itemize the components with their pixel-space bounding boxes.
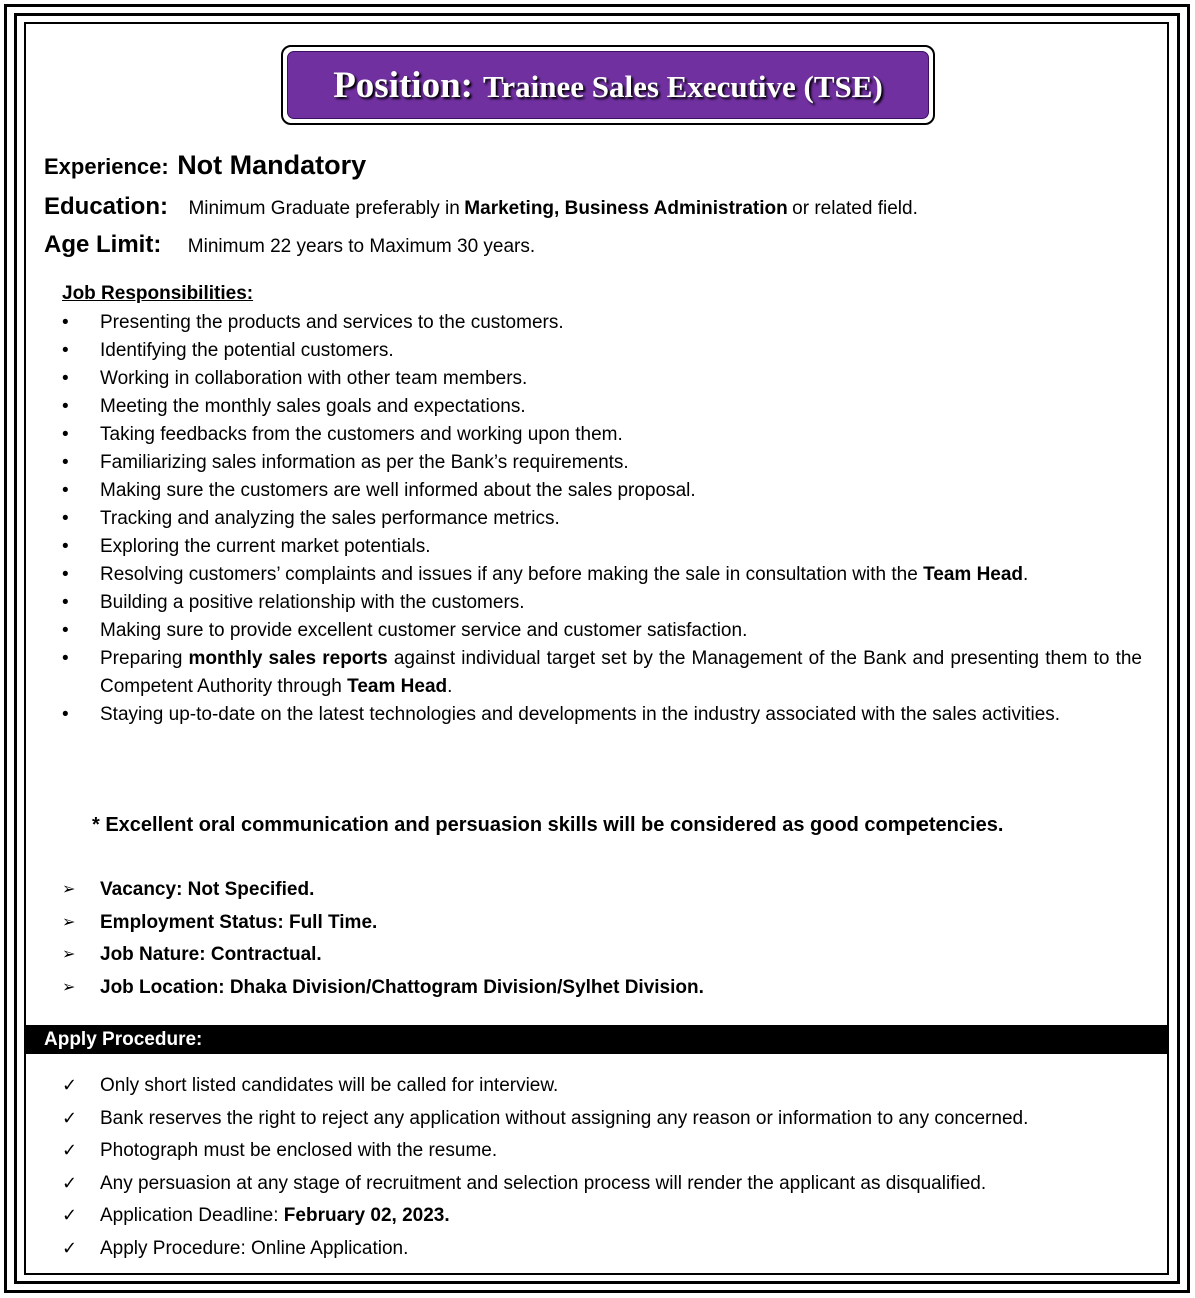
- responsibility-item: [62, 365, 1142, 393]
- responsibility-text: Resolving customers’ complaints and issues if any before making the sale in consultation with the: [100, 564, 924, 585]
- position-header: [281, 45, 935, 125]
- checkmark-icon: ✓: [62, 1075, 78, 1096]
- education-fields: Marketing, Business Administration: [464, 198, 788, 219]
- responsibility-item: [62, 589, 1142, 617]
- bullet-icon: •: [62, 480, 69, 501]
- experience-value: Not Mandatory: [177, 150, 367, 180]
- responsibility-text: Meeting the monthly sales goals and expectations.: [100, 396, 526, 417]
- bullet-icon: •: [62, 648, 69, 669]
- responsibility-text: Preparing: [100, 648, 189, 669]
- apply-text: Photograph must be enclosed with the resume.: [100, 1140, 498, 1161]
- position-value: Trainee Sales Executive (TSE): [482, 68, 883, 104]
- responsibility-text: Working in collaboration with other team members.: [100, 368, 528, 389]
- responsibility-text: against individual target set by the Management of the Bank and presenting them to the Competent Authority through: [100, 648, 1143, 697]
- age-limit-value: Minimum 22 years to Maximum 30 years.: [187, 236, 536, 257]
- apply-item: [62, 1168, 1028, 1201]
- responsibility-text: Making sure the customers are well informed about the sales proposal.: [100, 480, 696, 501]
- apply-text: Apply Procedure: Online Application.: [100, 1237, 409, 1259]
- responsibility-bold: monthly sales reports: [188, 648, 388, 669]
- responsibility-item: [62, 309, 1142, 337]
- job-facts-list: [62, 874, 704, 1004]
- education-label: Education:: [44, 193, 168, 220]
- job-fact-item: [62, 972, 704, 1005]
- bullet-icon: •: [62, 536, 69, 557]
- responsibility-item: [62, 617, 1142, 645]
- experience-row: [44, 150, 366, 181]
- job-fact-item: [62, 939, 704, 972]
- apply-item: [62, 1070, 1028, 1103]
- job-fact-text: Vacancy: Not Specified.: [100, 879, 315, 900]
- apply-text: Application Deadline:: [100, 1205, 284, 1226]
- arrow-bullet-icon: ➢: [62, 978, 76, 996]
- bullet-icon: •: [62, 564, 69, 585]
- responsibility-text: Tracking and analyzing the sales performance metrics.: [100, 508, 560, 529]
- responsibility-text: Familiarizing sales information as per the Bank’s requirements.: [100, 452, 629, 473]
- responsibility-item: [62, 505, 1142, 533]
- responsibility-item: [62, 533, 1142, 561]
- apply-text: Only short listed candidates will be called for interview.: [100, 1075, 559, 1096]
- responsibility-text: Identifying the potential customers.: [100, 340, 394, 361]
- position-header-box: [287, 51, 929, 119]
- responsibility-item: [62, 645, 1142, 701]
- checkmark-icon: ✓: [62, 1237, 78, 1259]
- apply-text: Any persuasion at any stage of recruitment and selection process will render the applicant as disqualified.: [100, 1172, 987, 1194]
- responsibility-text: Staying up-to-date on the latest technologies and developments in the industry associated with the sales activities.: [100, 704, 1061, 725]
- responsibility-text: Exploring the current market potentials.: [100, 536, 431, 557]
- position-label: Position:: [333, 64, 473, 106]
- apply-item: [62, 1103, 1028, 1136]
- responsibility-item: [62, 701, 1142, 729]
- bullet-icon: •: [62, 704, 69, 725]
- job-fact-item: [62, 874, 704, 907]
- responsibility-item: [62, 561, 1142, 589]
- apply-procedure-list: [62, 1070, 1028, 1265]
- bullet-icon: •: [62, 592, 69, 613]
- apply-item: [62, 1135, 1028, 1168]
- responsibility-text: .: [447, 676, 453, 697]
- bullet-icon: •: [62, 312, 69, 333]
- responsibilities-heading: Job Responsibilities:: [62, 283, 254, 304]
- apply-procedure-heading: Apply Procedure:: [26, 1025, 1167, 1054]
- competency-note: * Excellent oral communication and persuasion skills will be considered as good competencies.: [92, 814, 1004, 836]
- education-row: [44, 193, 918, 221]
- job-fact-text: Job Location: Dhaka Division/Chattogram Division/Sylhet Division.: [100, 976, 704, 998]
- checkmark-icon: ✓: [62, 1205, 78, 1226]
- experience-label: Experience:: [44, 154, 169, 179]
- responsibility-item: [62, 477, 1142, 505]
- bullet-icon: •: [62, 396, 69, 417]
- education-text: Minimum Graduate preferably in: [188, 198, 460, 219]
- checkmark-icon: ✓: [62, 1107, 78, 1129]
- bullet-icon: •: [62, 368, 69, 389]
- responsibility-bold: Team Head: [347, 676, 448, 697]
- responsibility-item: [62, 393, 1142, 421]
- bullet-icon: •: [62, 508, 69, 529]
- deadline-date: February 02, 2023.: [283, 1205, 450, 1226]
- responsibility-text: Presenting the products and services to the customers.: [100, 312, 564, 333]
- responsibility-item: [62, 421, 1142, 449]
- position-title: [333, 64, 883, 107]
- education-suffix: or related field.: [792, 198, 918, 219]
- job-fact-text: Job Nature: Contractual.: [100, 944, 322, 965]
- responsibility-bold: Team Head: [923, 564, 1024, 585]
- responsibility-item: [62, 337, 1142, 365]
- apply-text: Bank reserves the right to reject any application without assigning any reason or information to any concerned.: [100, 1107, 1029, 1129]
- job-fact-item: [62, 907, 704, 940]
- responsibility-text: Building a positive relationship with the customers.: [100, 592, 525, 613]
- arrow-bullet-icon: ➢: [62, 946, 76, 963]
- responsibilities-list: [62, 309, 1142, 729]
- responsibility-text: .: [1023, 564, 1029, 585]
- bullet-icon: •: [62, 424, 69, 445]
- responsibility-item: [62, 449, 1142, 477]
- responsibility-text: Taking feedbacks from the customers and working upon them.: [100, 424, 623, 445]
- age-limit-label: Age Limit:: [44, 231, 162, 258]
- responsibility-text: Making sure to provide excellent customer service and customer satisfaction.: [100, 620, 748, 641]
- bullet-icon: •: [62, 340, 69, 361]
- bullet-icon: •: [62, 452, 69, 473]
- arrow-bullet-icon: ➢: [62, 881, 76, 898]
- job-fact-text: Employment Status: Full Time.: [100, 911, 378, 933]
- bullet-icon: •: [62, 620, 69, 641]
- checkmark-icon: ✓: [62, 1140, 78, 1161]
- apply-item: [62, 1233, 1028, 1266]
- age-limit-row: [44, 231, 535, 259]
- checkmark-icon: ✓: [62, 1172, 78, 1194]
- arrow-bullet-icon: ➢: [62, 913, 76, 931]
- apply-item: [62, 1200, 1028, 1233]
